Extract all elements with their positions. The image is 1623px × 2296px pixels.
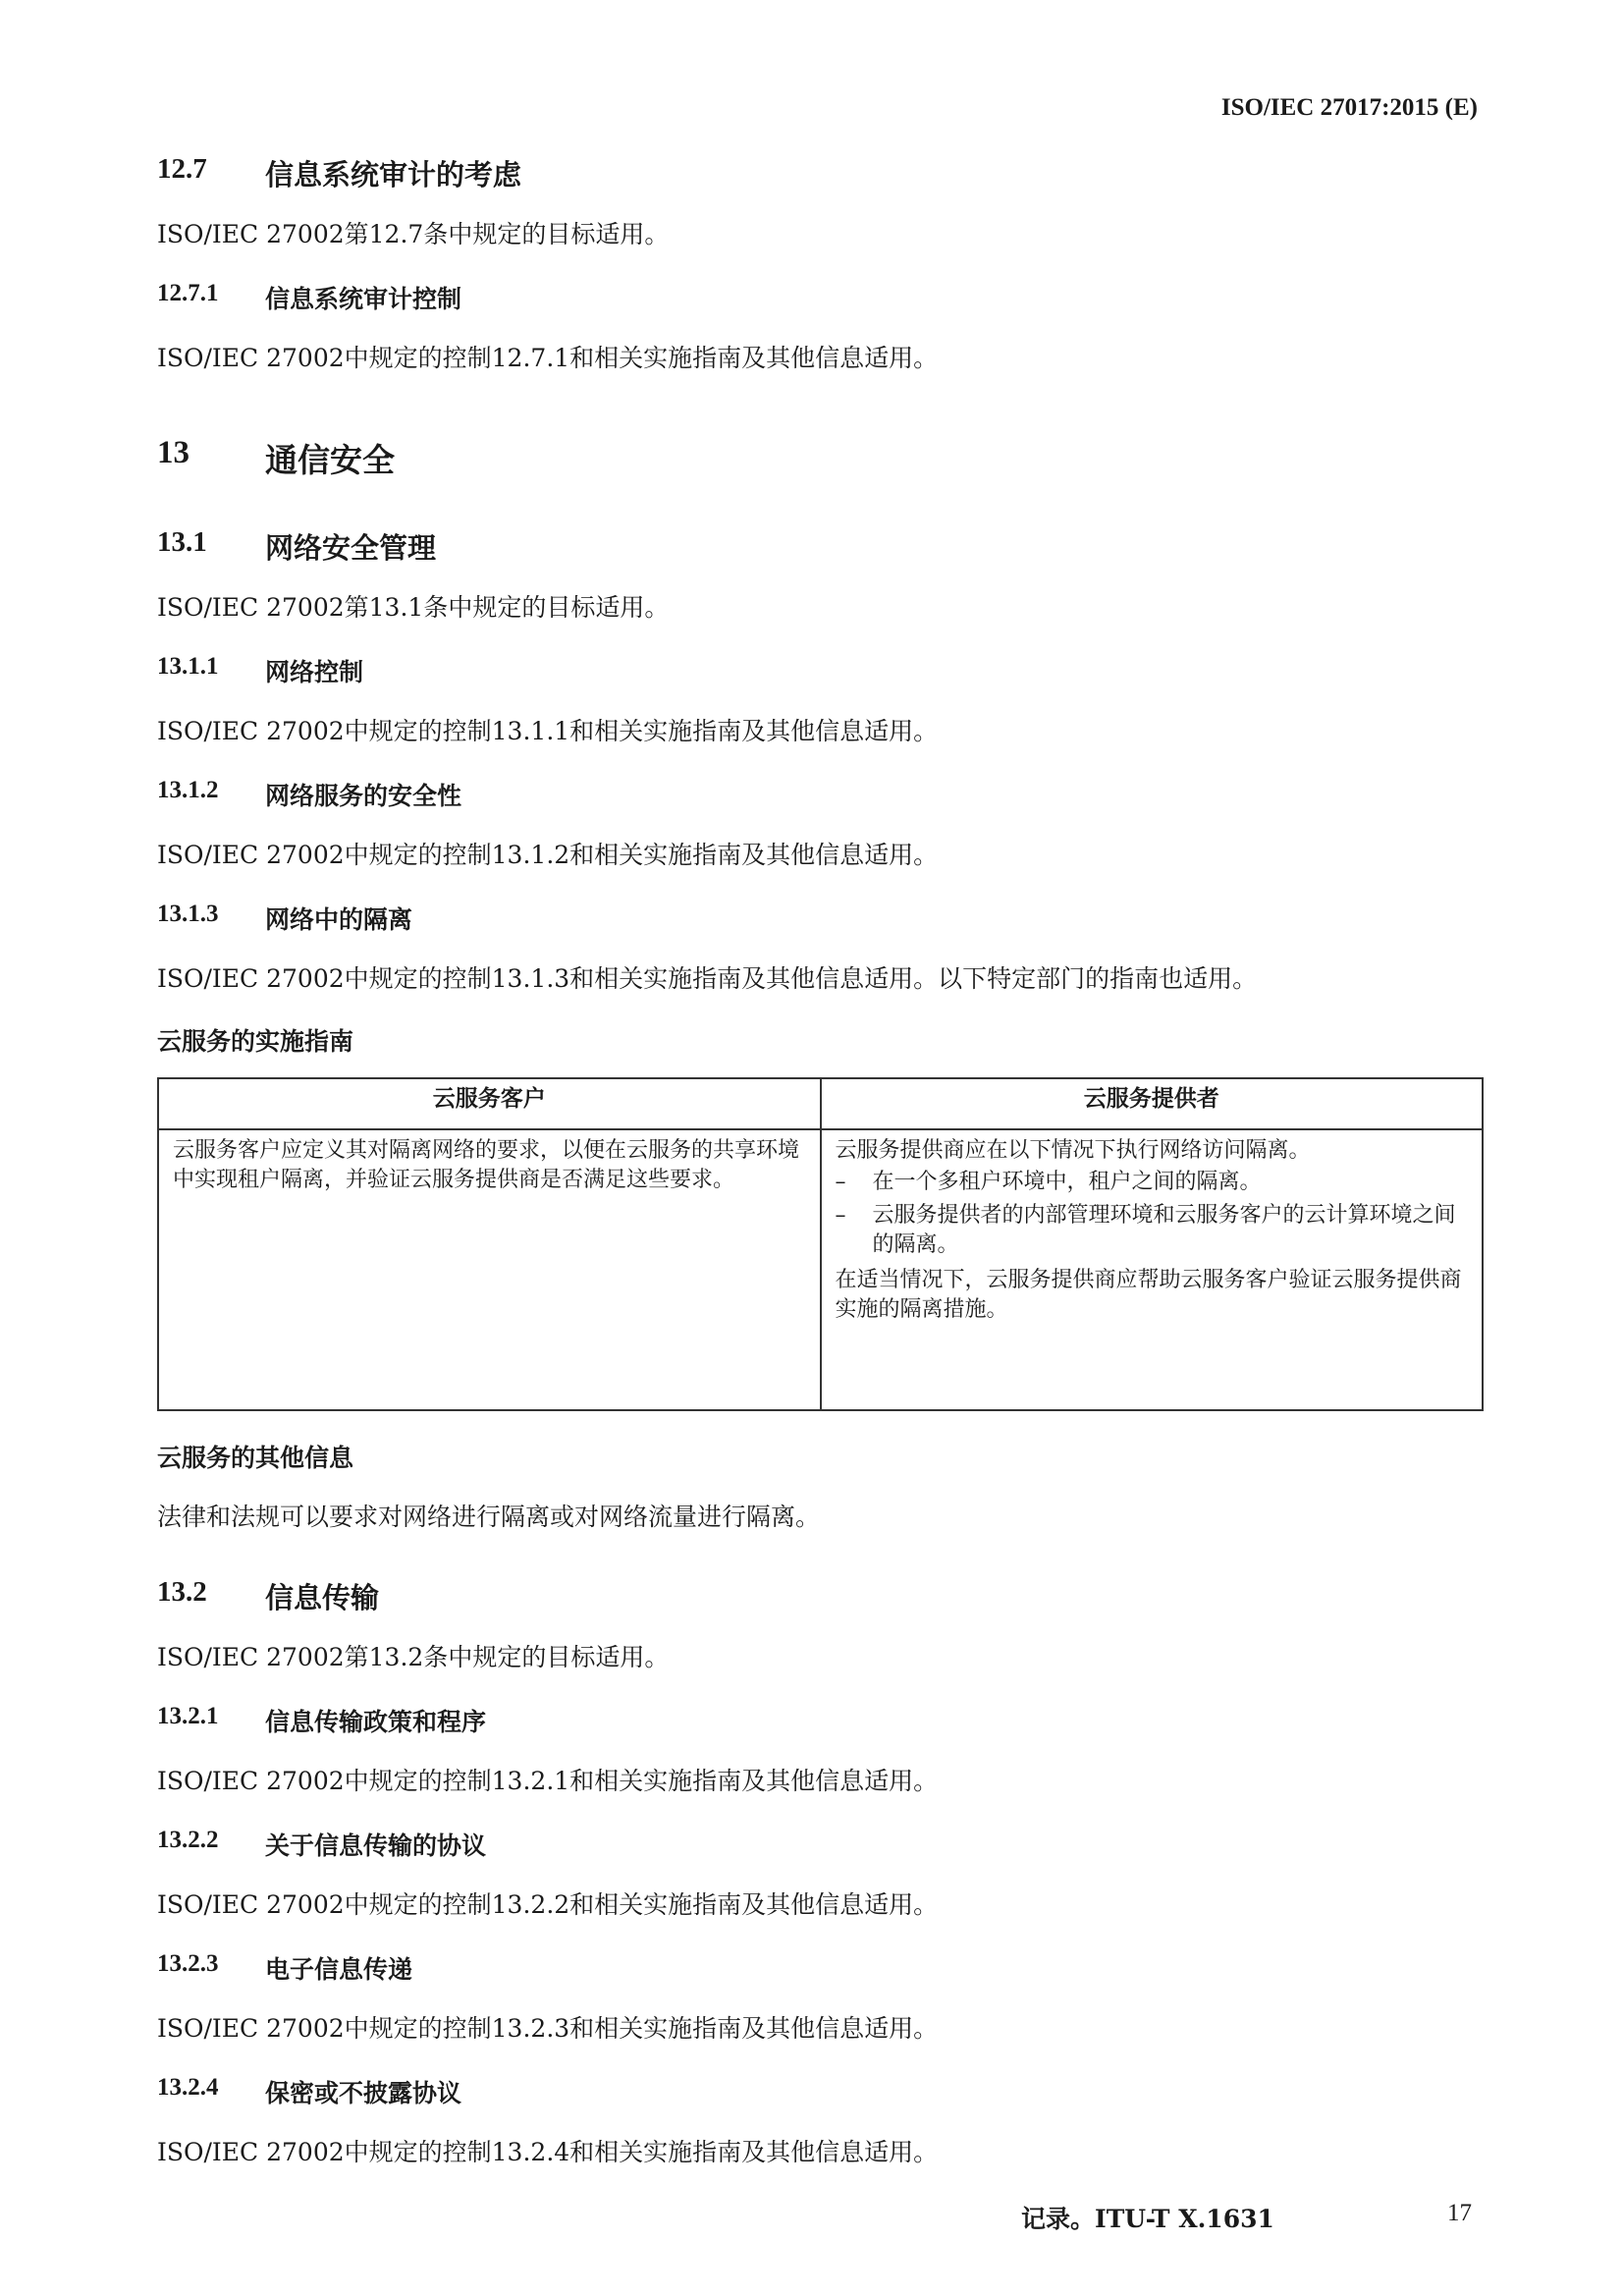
section-13-1-3-text: ISO/IEC 27002中规定的控制13.1.3和相关实施指南及其他信息适用。以下特定部门的指南也适用。 xyxy=(157,964,1258,993)
provider-outro-text: 在适当情况下，云服务提供商应帮助云服务客户验证云服务提供商实施的隔离措施。 xyxy=(835,1268,1462,1322)
list-item-text: 在一个多租户环境中，租户之间的隔离。 xyxy=(872,1170,1262,1194)
dash-marker: – xyxy=(835,1203,846,1228)
section-13-1-1-text: ISO/IEC 27002中规定的控制13.1.1和相关实施指南及其他信息适用。 xyxy=(157,717,939,745)
section-13-2-1-heading xyxy=(157,1703,1483,1738)
section-13-1-2-heading xyxy=(157,777,1483,812)
other-information-text: 法律和法规可以要求对网络进行隔离或对网络流量进行隔离。 xyxy=(157,1503,821,1531)
section-number: 12.7 xyxy=(157,153,207,185)
section-13-2-heading xyxy=(157,1576,1483,1616)
provider-cell xyxy=(821,1129,1484,1410)
section-13-1-3-heading xyxy=(157,901,1483,936)
section-number: 13.1.3 xyxy=(157,901,219,927)
section-title: 信息传输 xyxy=(265,1581,380,1614)
section-title: 信息系统审计的考虑 xyxy=(265,158,522,191)
section-number: 13.2.3 xyxy=(157,1950,219,1977)
section-13-2-3-text: ISO/IEC 27002中规定的控制13.2.3和相关实施指南及其他信息适用。 xyxy=(157,2014,939,2043)
section-title: 网络安全管理 xyxy=(265,531,437,565)
section-13-2-1-text: ISO/IEC 27002中规定的控制13.2.1和相关实施指南及其他信息适用。 xyxy=(157,1767,939,1795)
section-12-7-text: ISO/IEC 27002第12.7条中规定的目标适用。 xyxy=(157,220,670,248)
section-number: 13.1 xyxy=(157,526,207,558)
guidance-table xyxy=(157,1077,1484,1411)
list-item-text: 云服务提供者的内部管理环境和云服务客户的云计算环境之间的隔离。 xyxy=(872,1203,1456,1257)
section-12-7-1-text: ISO/IEC 27002中规定的控制12.7.1和相关实施指南及其他信息适用。 xyxy=(157,344,939,372)
section-title: 网络中的隔离 xyxy=(265,905,413,934)
section-title: 电子信息传递 xyxy=(265,1955,413,1984)
section-13-2-text: ISO/IEC 27002第13.2条中规定的目标适用。 xyxy=(157,1643,670,1671)
section-number: 13.2.4 xyxy=(157,2074,219,2101)
section-title: 保密或不披露协议 xyxy=(265,2079,462,2107)
section-title: 关于信息传输的协议 xyxy=(265,1831,487,1860)
column-header-customer: 云服务客户 xyxy=(158,1078,821,1129)
customer-guidance-text: 云服务客户应定义其对隔离网络的要求，以便在云服务的共享环境中实现租户隔离，并验证云服务提供商是否满足这些要求。 xyxy=(173,1138,800,1192)
section-number: 13.1.2 xyxy=(157,777,219,803)
section-number: 12.7.1 xyxy=(157,280,219,306)
page-number: 17 xyxy=(1447,2200,1472,2226)
section-number: 13.1.1 xyxy=(157,653,219,680)
section-12-7-heading xyxy=(157,153,1483,193)
document-body xyxy=(157,147,1483,2168)
section-12-7-1-heading xyxy=(157,280,1483,315)
section-number: 13.2 xyxy=(157,1576,207,1608)
chapter-number: 13 xyxy=(157,435,189,470)
section-13-1-heading xyxy=(157,526,1483,567)
other-information-label: 云服务的其他信息 xyxy=(157,1444,354,1472)
section-13-2-2-text: ISO/IEC 27002中规定的控制13.2.2和相关实施指南及其他信息适用。 xyxy=(157,1890,939,1919)
section-number: 13.2.2 xyxy=(157,1827,219,1853)
dash-marker: – xyxy=(835,1170,846,1194)
section-13-2-4-heading xyxy=(157,2074,1483,2109)
section-13-1-text: ISO/IEC 27002第13.1条中规定的目标适用。 xyxy=(157,593,670,622)
section-13-1-1-heading xyxy=(157,653,1483,688)
page-header: ISO/IEC 27017:2015 (E) xyxy=(1220,94,1478,121)
provider-list-item xyxy=(836,1168,1469,1197)
customer-cell xyxy=(158,1129,821,1410)
section-13-2-2-heading xyxy=(157,1827,1483,1862)
section-title: 信息系统审计控制 xyxy=(265,285,462,313)
section-title: 网络控制 xyxy=(265,658,364,686)
section-13-1-2-text: ISO/IEC 27002中规定的控制13.1.2和相关实施指南及其他信息适用。 xyxy=(157,841,939,869)
section-13-2-4-text: ISO/IEC 27002中规定的控制13.2.4和相关实施指南及其他信息适用。 xyxy=(157,2138,939,2166)
chapter-title: 通信安全 xyxy=(265,441,395,479)
chapter-13-heading xyxy=(157,435,1483,481)
section-13-2-3-heading xyxy=(157,1950,1483,1986)
column-header-provider: 云服务提供者 xyxy=(821,1078,1484,1129)
footer-series: 记录。ITU-T X.1631 xyxy=(1021,2205,1274,2233)
section-title: 网络服务的安全性 xyxy=(265,782,462,810)
implementation-guidance-label: 云服务的实施指南 xyxy=(157,1027,354,1056)
provider-list-item xyxy=(836,1201,1469,1260)
section-title: 信息传输政策和程序 xyxy=(265,1708,487,1736)
section-number: 13.2.1 xyxy=(157,1703,219,1729)
provider-intro-text: 云服务提供商应在以下情况下执行网络访问隔离。 xyxy=(835,1138,1311,1163)
